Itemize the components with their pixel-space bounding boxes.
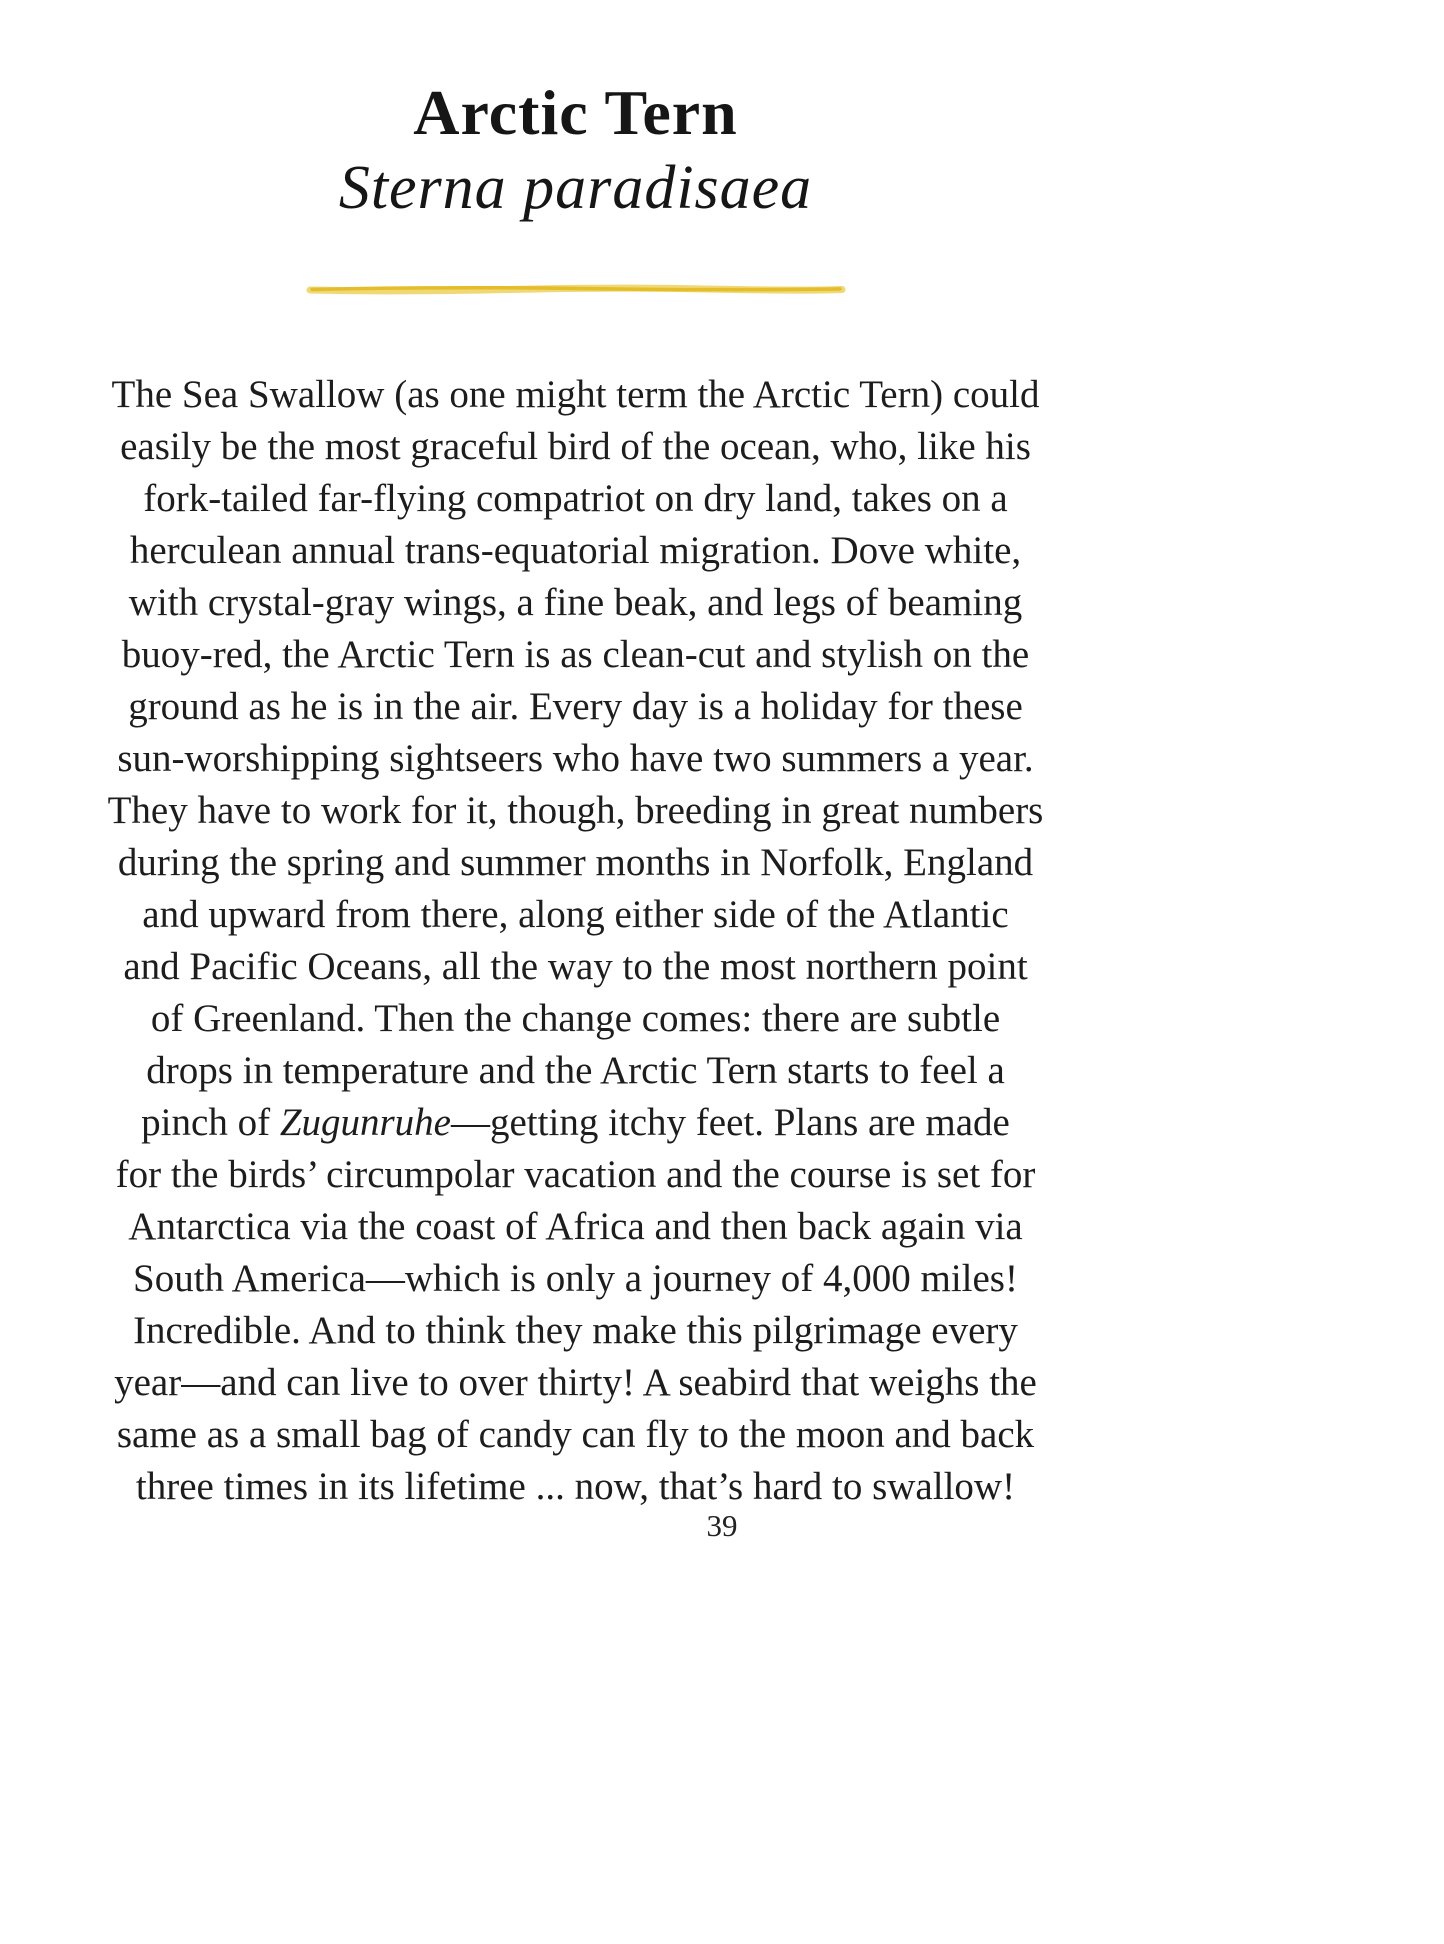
body-line: herculean annual trans-equatorial migration. Dove white, [129, 528, 1022, 572]
decorative-rule-stroke [312, 287, 840, 289]
body-line: They have to work for it, though, breeding in great numbers [107, 788, 1044, 832]
body-line: and Pacific Oceans, all the way to the most northern point [123, 944, 1028, 988]
body-line: year—and can live to over thirty! A seabird that weighs the [114, 1360, 1037, 1404]
body-line: pinch of Zugunruhe—getting itchy feet. Plans are made [141, 1100, 1010, 1144]
body-line: Incredible. And to think they make this pilgrimage every [133, 1308, 1018, 1352]
body-line: easily be the most graceful bird of the ocean, who, like his [120, 424, 1031, 468]
body-line: during the spring and summer months in Norfolk, England [117, 840, 1034, 884]
page-title: Arctic Tern [413, 77, 738, 148]
body-line: buoy-red, the Arctic Tern is as clean-cut and stylish on the [121, 632, 1030, 676]
species-latin-name: Sterna paradisaea [338, 154, 813, 223]
body-text [78, 369, 1073, 1513]
body-line: sun-worshipping sightseers who have two summers a year. [117, 736, 1034, 780]
body-line: South America—which is only a journey of 4,000 miles! [133, 1256, 1018, 1300]
body-line: fork-tailed far-flying compatriot on dry land, takes on a [143, 476, 1008, 520]
body-line: Antarctica via the coast of Africa and then back again via [128, 1204, 1023, 1248]
body-line: for the birds’ circumpolar vacation and the course is set for [115, 1152, 1036, 1196]
book-page [78, 0, 1073, 1944]
body-line: drops in temperature and the Arctic Tern starts to feel a [146, 1048, 1005, 1092]
page-number: 39 [706, 1508, 738, 1543]
body-line: with crystal-gray wings, a fine beak, and legs of beaming [128, 580, 1023, 624]
body-line: and upward from there, along either side of the Atlantic [142, 892, 1009, 936]
divider-container [78, 281, 1073, 297]
decorative-rule [306, 281, 846, 297]
body-line: same as a small bag of candy can fly to the moon and back [116, 1412, 1035, 1456]
body-line: ground as he is in the air. Every day is a holiday for these [128, 684, 1023, 728]
body-line: The Sea Swallow (as one might term the Arctic Tern) could [111, 372, 1040, 416]
body-line: of Greenland. Then the change comes: there are subtle [150, 996, 1001, 1040]
body-line: three times in its lifetime ... now, that’s hard to swallow! [135, 1464, 1016, 1508]
